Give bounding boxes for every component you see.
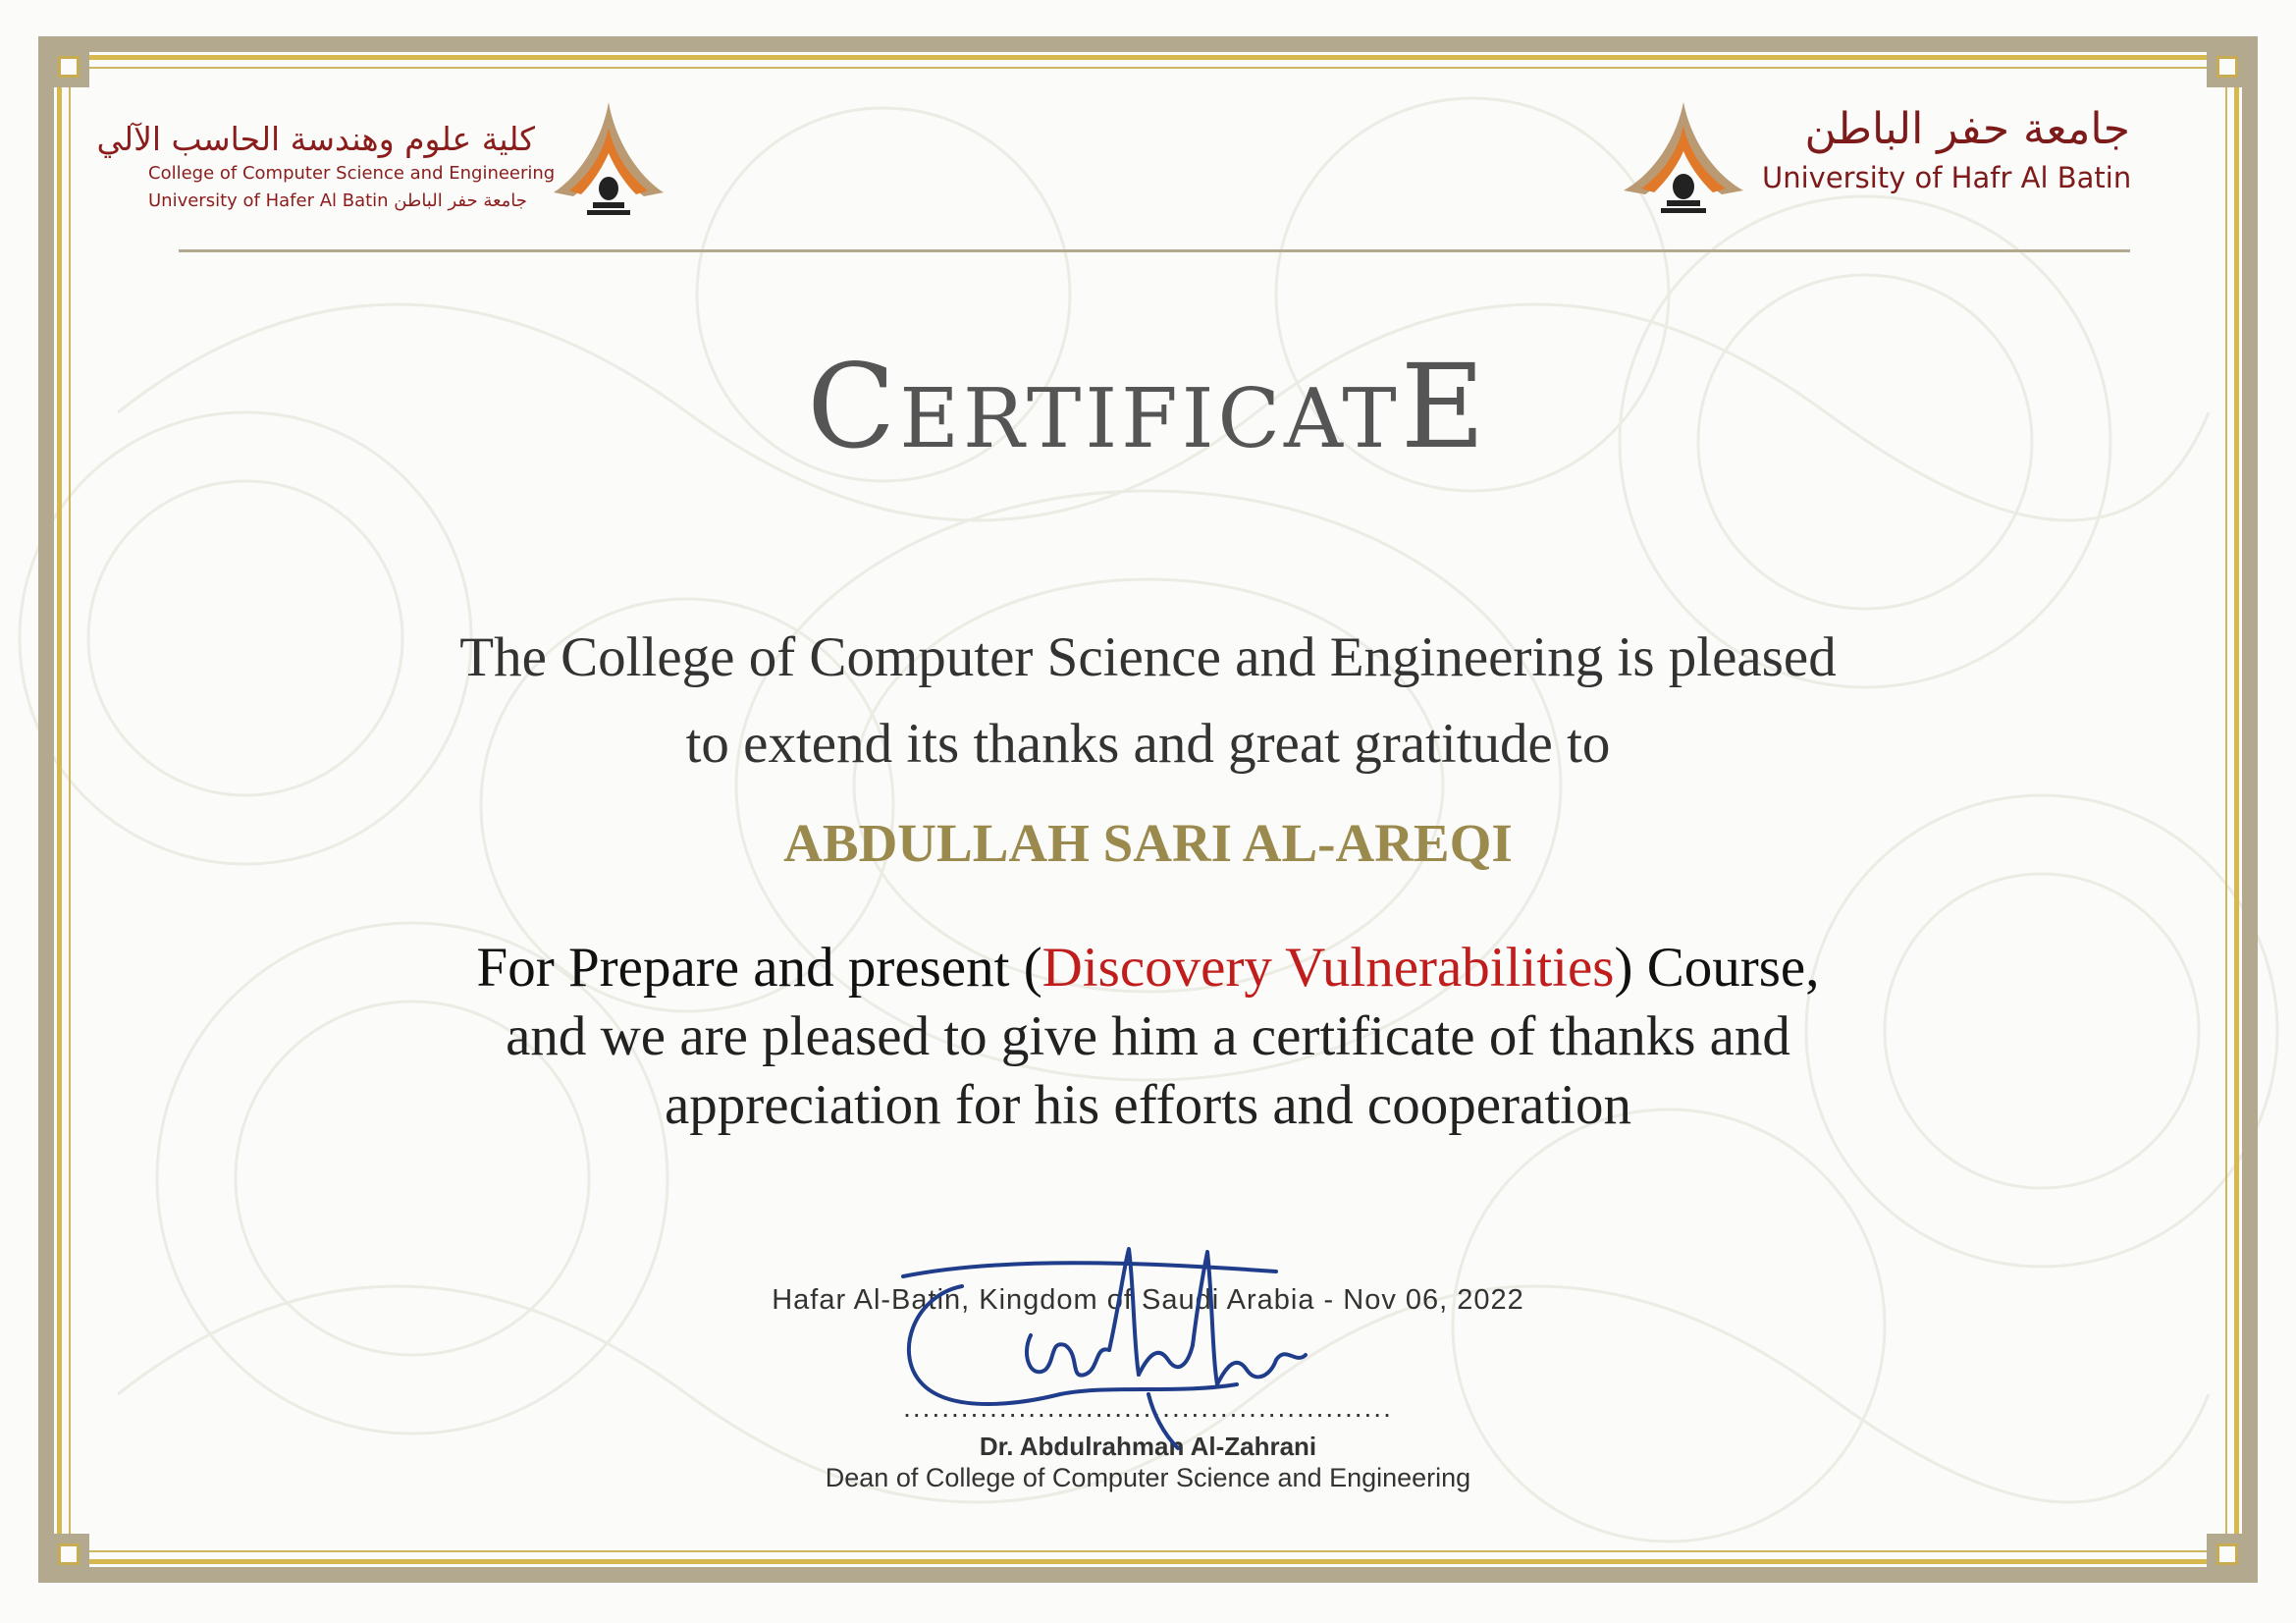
university-logo <box>1620 90 2140 218</box>
corner-ornament-bottom-left <box>48 1534 89 1575</box>
intro-line-2: to extend its thanks and great gratitude to <box>685 713 1611 775</box>
body-line-3: appreciation for his efforts and cooperation <box>664 1074 1631 1136</box>
header-divider <box>179 249 2130 252</box>
signature-line: ................................................... <box>903 1392 1393 1423</box>
corner-ornament-top-left <box>48 46 89 87</box>
body-line-1 <box>0 936 2296 1000</box>
college-arabic-name: كلية علوم وهندسة الحاسب الآلي <box>96 120 535 158</box>
body-suffix: ) Course, <box>1614 937 1820 999</box>
university-english-name: University of Hafr Al Batin <box>1762 161 2132 194</box>
course-name: Discovery Vulnerabilities <box>1041 937 1615 999</box>
college-logo <box>96 98 692 231</box>
place-and-date: Hafar Al-Batin, Kingdom of Saudi Arabia - Nov 06, 2022 <box>772 1284 1524 1316</box>
body-line-2: and we are pleased to give him a certificate of thanks and <box>506 1005 1790 1067</box>
intro-line-1: The College of Computer Science and Engineering is pleased <box>459 626 1837 688</box>
college-university-line: University of Hafer Al Batin جامعة حفر الباطن <box>148 190 527 211</box>
corner-ornament-top-right <box>2207 46 2248 87</box>
handwritten-signature <box>883 1247 1355 1453</box>
university-arabic-name: جامعة حفر الباطن <box>1804 104 2130 154</box>
signer-title: Dean of College of Computer Science and Engineering <box>825 1463 1471 1492</box>
corner-ornament-bottom-right <box>2207 1534 2248 1575</box>
college-english-name: College of Computer Science and Engineering <box>148 163 556 184</box>
body-prefix: For Prepare and present ( <box>476 937 1042 999</box>
pen-nib-emblem-icon <box>1620 98 1747 216</box>
recipient-name: ABDULLAH SARI AL-AREQI <box>783 813 1513 873</box>
pen-nib-emblem-icon <box>550 98 667 221</box>
certificate-title: CertificatE <box>807 339 1489 474</box>
signer-name: Dr. Abdulrahman Al-Zahrani <box>979 1432 1317 1461</box>
